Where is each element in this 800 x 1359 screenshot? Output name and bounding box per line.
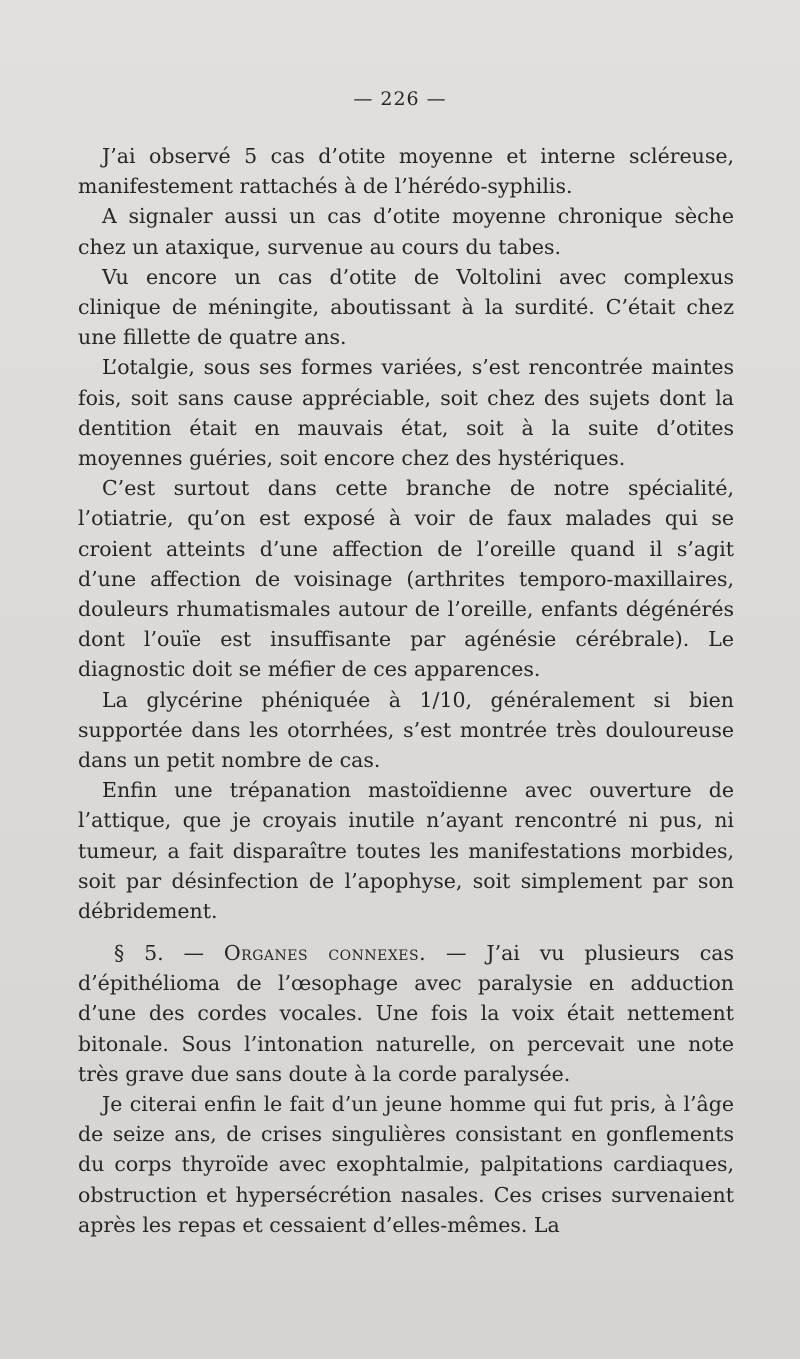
section-number: § 5. — — [114, 941, 205, 965]
paragraph: J’ai observé 5 cas d’otite moyenne et interne scléreuse, manifestement rattachés à de l’hérédo-syphilis. — [78, 144, 734, 199]
main-text-block — [78, 141, 734, 926]
paragraph: Vu encore un cas d’otite de Voltolini avec complexus clinique de méningite, aboutissant à la surdité. C’était chez une fillette de quatre ans. — [78, 264, 734, 350]
section-text-block — [78, 938, 734, 1240]
paragraph: La glycérine phéniquée à 1/10, généralement si bien supportée dans les otorrhées, s’est montrée très douloureuse dans un petit nombre de cas. — [78, 687, 734, 773]
section-text: — J’ai vu plusieurs cas d’épithélioma de l’œsophage avec paralysie en adduction d’une des cordes vocales. Une fois la voix était nettement bitonale. Sous l’intonation naturelle, on percevait une note très grave due sans doute à la corde paralysée. — [78, 941, 735, 1086]
paragraph: Je citerai enfin le fait d’un jeune homme qui fut pris, à l’âge de seize ans, de crises singulières consistant en gonflements du corps thyroïde avec exophtalmie, palpitations cardiaques, obstruction et hypersécrétion nasales. Ces crises survenaient après les repas et cessaient d’elles-mêmes. La — [78, 1092, 734, 1237]
paragraph: Enfin une trépanation mastoïdienne avec ouverture de l’attique, que je croyais inutile n’ayant rencontré ni pus, ni tumeur, a fait disparaître toutes les manifestations morbides, soit par désinfection de l’apophyse, soit simplement par son débridement. — [78, 778, 734, 924]
paragraph: C’est surtout dans cette branche de notre spécialité, l’otiatrie, qu’on est exposé à voir de faux malades qui se croient atteints d’une affection de l’oreille quand il s’agit d’une affection de voisinage (arthrites temporo-maxillaires, douleurs rhumatismales autour de l’oreille, enfants dégénérés dont l’ouïe est insuffisante par agénésie cérébrale). Le diagnostic doit se méfier de ces apparences. — [78, 476, 734, 682]
page-number: — 226 — — [353, 88, 447, 110]
paragraph: L’otalgie, sous ses formes variées, s’est rencontrée maintes fois, soit sans cause appréciable, soit chez des sujets dont la dentition était en mauvais état, soit à la suite d’otites moyennes guéries, soit encore chez des hystériques. — [78, 355, 734, 471]
section-paragraph — [78, 938, 734, 1089]
paragraph: A signaler aussi un cas d’otite moyenne chronique sèche chez un ataxique, survenue au cours du tabes. — [78, 204, 734, 259]
section-title: Organes connexes. — [223, 941, 427, 965]
